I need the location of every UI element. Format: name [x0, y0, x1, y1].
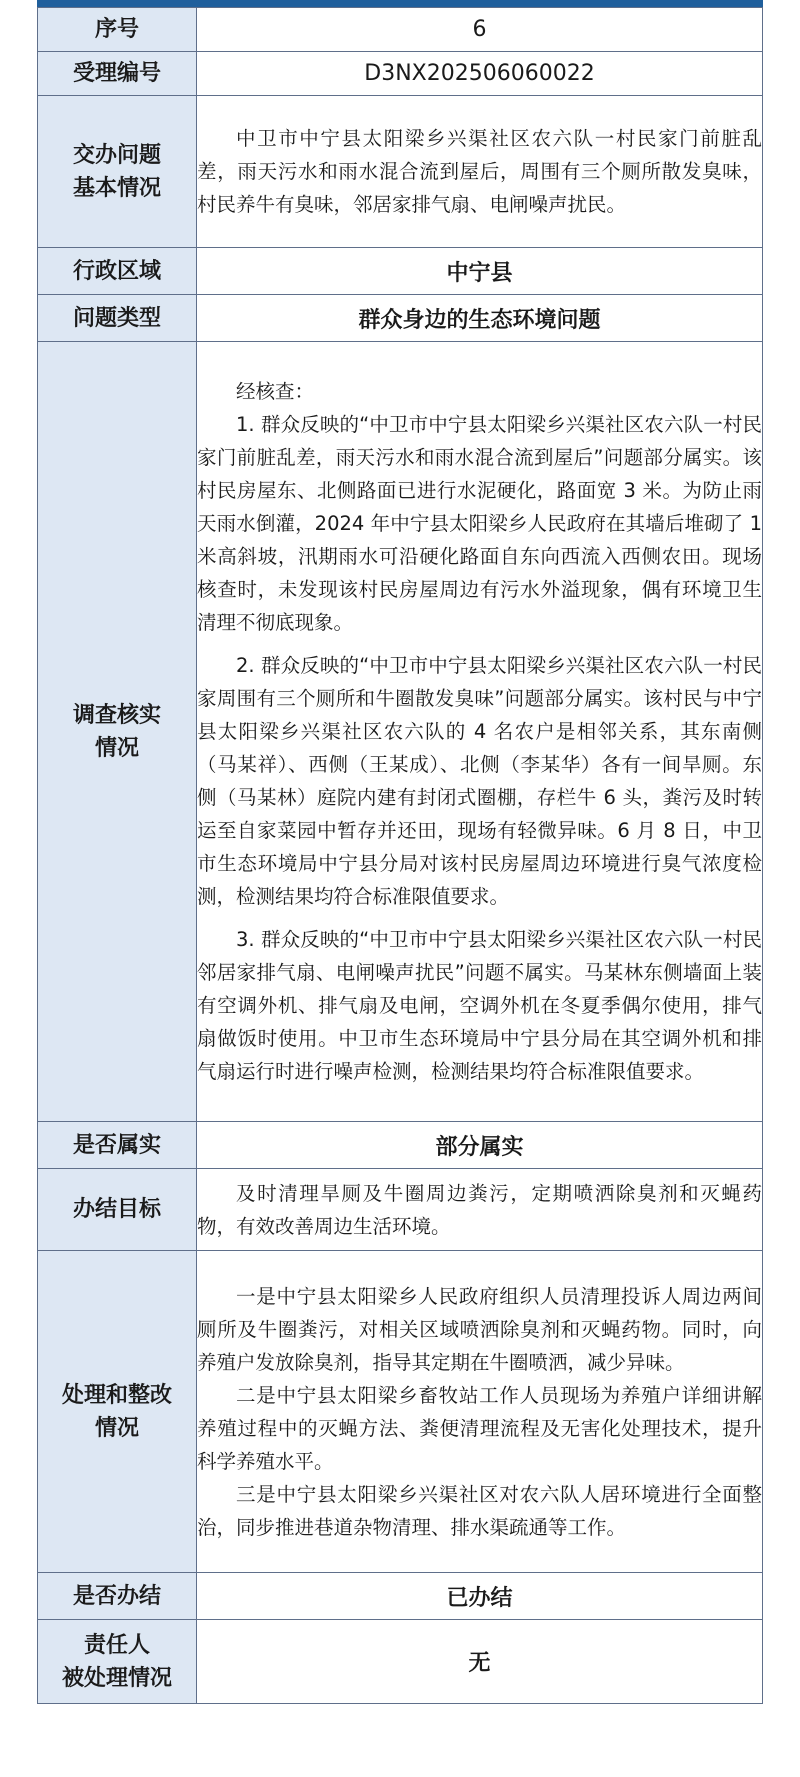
label-investigation: [38, 342, 197, 1122]
row-accountability: [38, 1620, 763, 1704]
label-issue: [38, 96, 197, 248]
label-case-number: 受理编号: [38, 52, 197, 96]
row-region: [38, 248, 763, 295]
value-seq: 6: [197, 8, 763, 52]
label-issue-line2: 基本情况: [72, 175, 161, 201]
row-goal: [38, 1169, 763, 1251]
label-type: 问题类型: [38, 295, 197, 342]
row-investigation: [38, 342, 763, 1122]
value-verified: 部分属实: [197, 1122, 763, 1169]
label-closed: 是否办结: [38, 1573, 197, 1620]
label-goal: 办结目标: [38, 1169, 197, 1251]
investigation-paragraph-2: 2. 群众反映的“中卫市中宁县太阳梁乡兴渠社区农六队一村民家周围有三个厕所和牛圈散发臭味”问题部分属实。该村民与中宁县太阳梁乡兴渠社区农六队的 4 名农户是相邻关系，其东南侧（马某祥）、西侧（王某成）、北侧（李某华）各有一间旱厕。东侧（马某林）庭院内建有封闭式圈棚，存栏牛 6 头，粪污及时转运至自家菜园中暂存并还田，现场有轻微异味。6 月 8 日，中卫市生态环境局中宁县分局对该村民房屋周边环境进行臭气浓度检测，检测结果均符合标准限值要求。: [197, 654, 762, 908]
row-verified: [38, 1122, 763, 1169]
issue-text: 中卫市中宁县太阳梁乡兴渠社区农六队一村民家门前脏乱差，雨天污水和雨水混合流到屋后，周围有三个厕所散发臭味，村民养牛有臭味，邻居家排气扇、电闸噪声扰民。: [197, 127, 762, 216]
value-type: 群众身边的生态环境问题: [197, 295, 763, 342]
label-investigation-line2: 情况: [94, 735, 139, 761]
row-seq: [38, 8, 763, 52]
handling-paragraph-3: 三是中宁县太阳梁乡兴渠社区对农六队人居环境进行全面整治，同步推进巷道杂物清理、排水渠疏通等工作。: [197, 1482, 762, 1539]
label-handling-line2: 情况: [94, 1415, 139, 1441]
top-accent-bar: [37, 0, 763, 7]
value-investigation: [197, 342, 763, 1122]
label-handling: [38, 1251, 197, 1573]
value-case-number: D3NX202506060022: [197, 52, 763, 96]
goal-text: 及时清理旱厕及牛圈周边粪污，定期喷洒除臭剂和灭蝇药物，有效改善周边生活环境。: [197, 1181, 762, 1238]
investigation-paragraph-1: 1. 群众反映的“中卫市中宁县太阳梁乡兴渠社区农六队一村民家门前脏乱差，雨天污水和雨水混合流到屋后”问题部分属实。该村民房屋东、北侧路面已进行水泥硬化，路面宽 3 米。为防止雨天雨水倒灌，2024 年中宁县太阳梁乡人民政府在其墙后堆砌了 1 米高斜坡，汛期雨水可沿硬化路面自东向西流入西侧农田。现场核查时，未发现该村民房屋周边有污水外溢现象，偶有环境卫生清理不彻底现象。: [197, 413, 762, 634]
label-seq: 序号: [38, 8, 197, 52]
value-goal: [197, 1169, 763, 1251]
row-handling: [38, 1251, 763, 1573]
label-investigation-line1: 调查核实: [72, 702, 161, 728]
row-case-number: [38, 52, 763, 96]
label-handling-line1: 处理和整改: [61, 1382, 172, 1408]
value-region: 中宁县: [197, 248, 763, 295]
value-issue: [197, 96, 763, 248]
value-accountability: 无: [197, 1620, 763, 1704]
investigation-paragraph-3: 3. 群众反映的“中卫市中宁县太阳梁乡兴渠社区农六队一村民邻居家排气扇、电闸噪声扰民”问题不属实。马某林东侧墙面上装有空调外机、排气扇及电闸，空调外机在冬夏季偶尔使用，排气扇做饭时使用。中卫市生态环境局中宁县分局在其空调外机和排气扇运行时进行噪声检测，检测结果均符合标准限值要求。: [197, 928, 762, 1083]
label-verified: 是否属实: [38, 1122, 197, 1169]
handling-paragraph-2: 二是中宁县太阳梁乡畜牧站工作人员现场为养殖户详细讲解养殖过程中的灭蝇方法、粪便清理流程及无害化处理技术，提升科学养殖水平。: [197, 1383, 762, 1473]
label-accountability-line2: 被处理情况: [61, 1665, 172, 1691]
label-accountability: [38, 1620, 197, 1704]
row-closed: [38, 1573, 763, 1620]
label-issue-line1: 交办问题: [72, 142, 161, 168]
label-accountability-line1: 责任人: [83, 1632, 150, 1658]
investigation-intro: 经核查：: [236, 380, 315, 403]
row-issue: [38, 96, 763, 248]
value-closed: 已办结: [197, 1573, 763, 1620]
row-type: [38, 295, 763, 342]
label-region: 行政区域: [38, 248, 197, 295]
value-handling: [197, 1251, 763, 1573]
handling-paragraph-1: 一是中宁县太阳梁乡人民政府组织人员清理投诉人周边两间厕所及牛圈粪污，对相关区域喷洒除臭剂和灭蝇药物。同时，向养殖户发放除臭剂，指导其定期在牛圈喷洒，减少异味。: [197, 1284, 762, 1374]
case-table: [37, 7, 763, 1704]
